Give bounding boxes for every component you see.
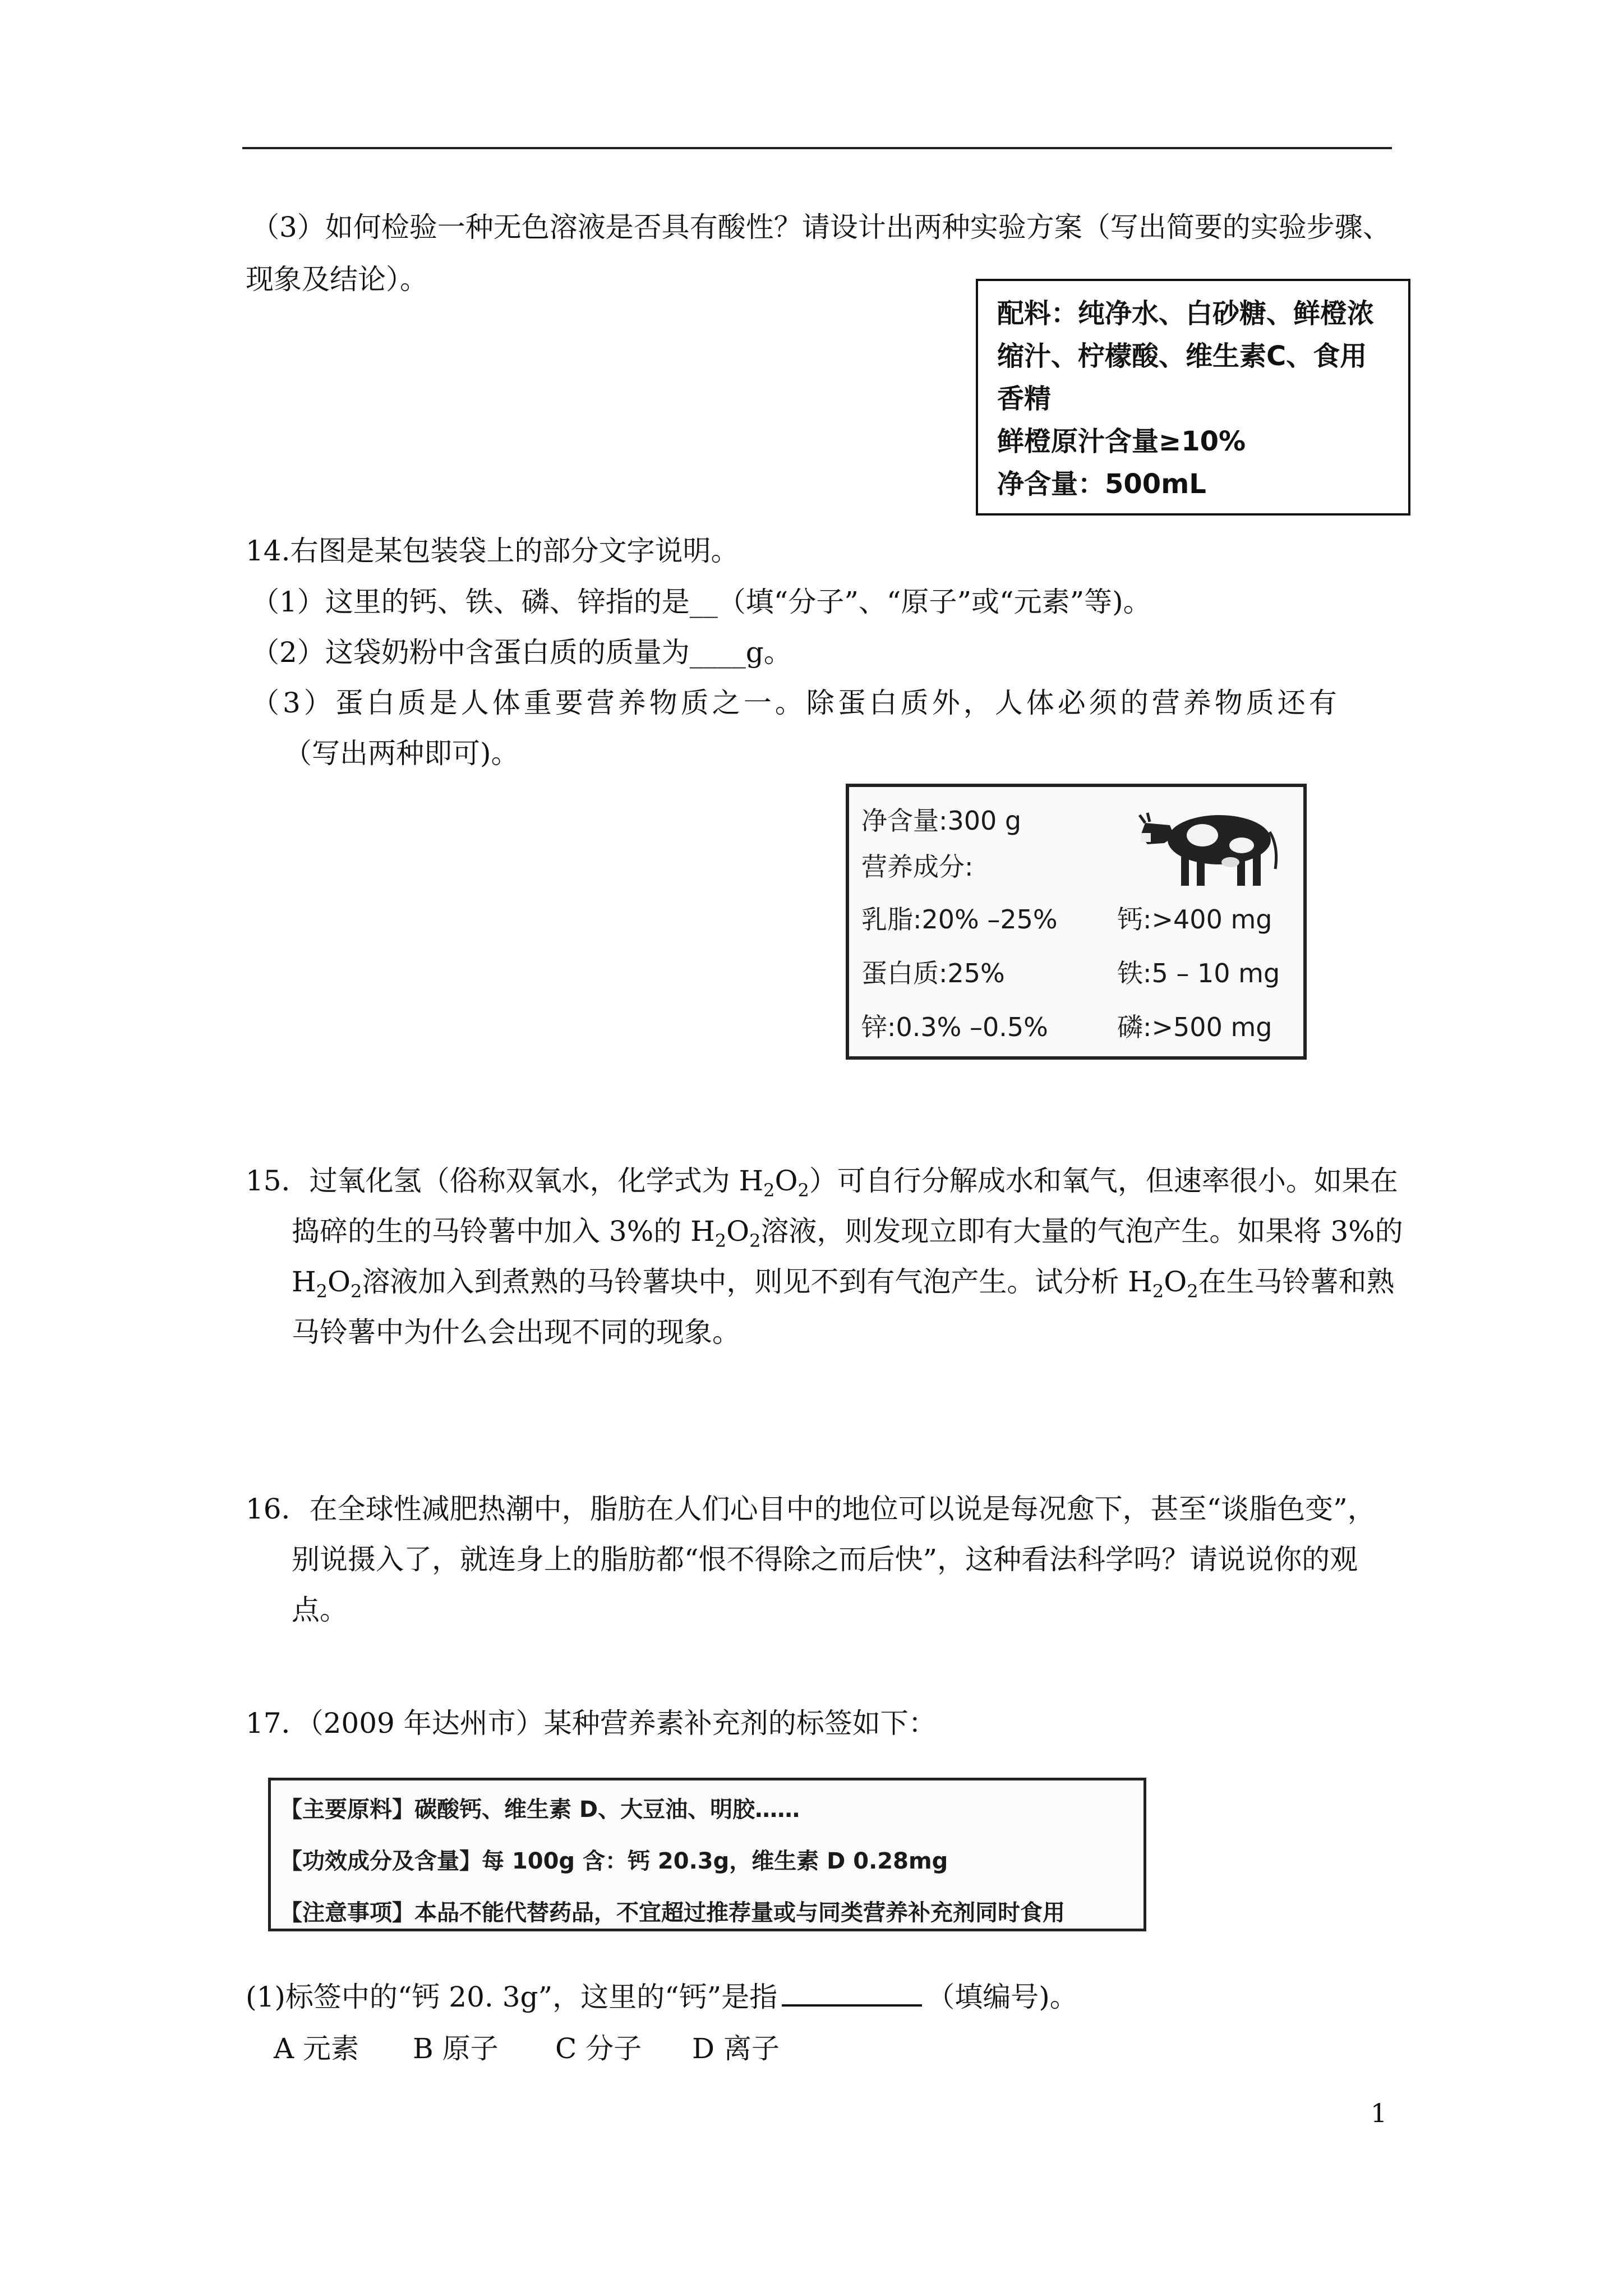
q15-line1: 15．过氧化氢（俗称双氧水，化学式为 $H_2O_2$）可自行分解成水和氧气，但速率很小。如果在 — [246, 1165, 1398, 1201]
supplement-label-line: 【功效成分及含量】每 100g 含：钙 20.3g，维生素 D 0.28mg — [280, 1848, 948, 1874]
drink-label-line: 鲜橙原汁含量≥10% — [997, 426, 1246, 457]
q17-stem: 17．（2009 年达州市）某种营养素补充剂的标签如下： — [246, 1707, 937, 1740]
q16-line1: 16．在全球性减肥热潮中，脂肪在人们心目中的地位可以说是每况愈下，甚至“谈脂色变”， — [246, 1493, 1376, 1525]
q15-line2: 捣碎的生的马铃薯中加入 3%的 $H_2O_2$溶液，则发现立即有大量的气泡产生。如果将 3%的 — [292, 1215, 1403, 1251]
q14-sub2: （2）这袋奶粉中含蛋白质的质量为____g。 — [251, 636, 792, 669]
q16-line2: 别说摄入了，就连身上的脂肪都“恨不得除之而后快”，这种看法科学吗？请说说你的观 — [292, 1543, 1358, 1576]
milk-zinc: 锌:0.3% –0.5% — [861, 1012, 1048, 1042]
q17-option-d: D 离子 — [692, 2032, 780, 2065]
supplement-label-image — [268, 1778, 1146, 1931]
milk-iron: 铁:5 – 10 mg — [1117, 958, 1280, 988]
milk-calcium: 钙:>400 mg — [1117, 904, 1272, 935]
answer-blank[interactable] — [782, 1980, 922, 2007]
drink-label-line: 净含量：500mL — [997, 468, 1206, 500]
q17-sub1: (1)标签中的“钙 20. 3g”，这里的“钙”是指 （填编号)。 — [246, 1981, 1078, 2013]
drink-label-line: 缩汁、柠檬酸、维生素C、食用 — [997, 341, 1367, 372]
q15-line4: 马铃薯中为什么会出现不同的现象。 — [292, 1316, 740, 1349]
q14-sub3-line2: （写出两种即可)。 — [284, 737, 519, 770]
q17-option-b: B 原子 — [413, 2032, 499, 2065]
q14-sub3-line1: （3）蛋白质是人体重要营养物质之一。除蛋白质外，人体必须的营养物质还有 — [251, 687, 1340, 719]
header-rule — [242, 147, 1392, 149]
q17-option-c: C 分子 — [555, 2032, 642, 2065]
q15-line3: $H_2O_2$溶液加入到煮熟的马铃薯块中，则见不到有气泡产生。试分析 $H_2O_2$在生马铃薯和熟 — [292, 1266, 1395, 1302]
q14-sub1: （1）这里的钙、铁、磷、锌指的是__（填“分子”、“原子”或“元素”等)。 — [251, 586, 1151, 618]
cow-icon — [1135, 796, 1287, 891]
q17-option-a: A 元素 — [274, 2032, 359, 2065]
milk-phosphorus: 磷:>500 mg — [1117, 1012, 1272, 1042]
q14-stem: 14.右图是某包装袋上的部分文字说明。 — [246, 535, 739, 567]
milk-nutrients: 营养成分: — [861, 852, 974, 882]
drink-label-box — [976, 279, 1410, 516]
supplement-label-line: 【主要原料】碳酸钙、维生素 D、大豆油、明胶…… — [280, 1797, 800, 1823]
supplement-label-line: 【注意事项】本品不能代替药品，不宜超过推荐量或与同类营养补充剂同时食用 — [280, 1900, 1065, 1926]
milk-label-image — [846, 784, 1307, 1060]
milk-fat: 乳脂:20% –25% — [861, 904, 1058, 935]
page-number: 1 — [1371, 2098, 1387, 2128]
drink-label-line: 配料：纯净水、白砂糖、鲜橙浓 — [997, 298, 1375, 329]
drink-label-line: 香精 — [997, 383, 1052, 415]
q13-3-line2: 现象及结论）。 — [246, 263, 428, 296]
milk-protein: 蛋白质:25% — [861, 958, 1005, 988]
q16-line3: 点。 — [292, 1594, 348, 1626]
milk-net: 净含量:300 g — [861, 806, 1022, 836]
q13-3-line1: （3）如何检验一种无色溶液是否具有酸性？请设计出两种实验方案（写出简要的实验步骤、 — [251, 211, 1391, 243]
